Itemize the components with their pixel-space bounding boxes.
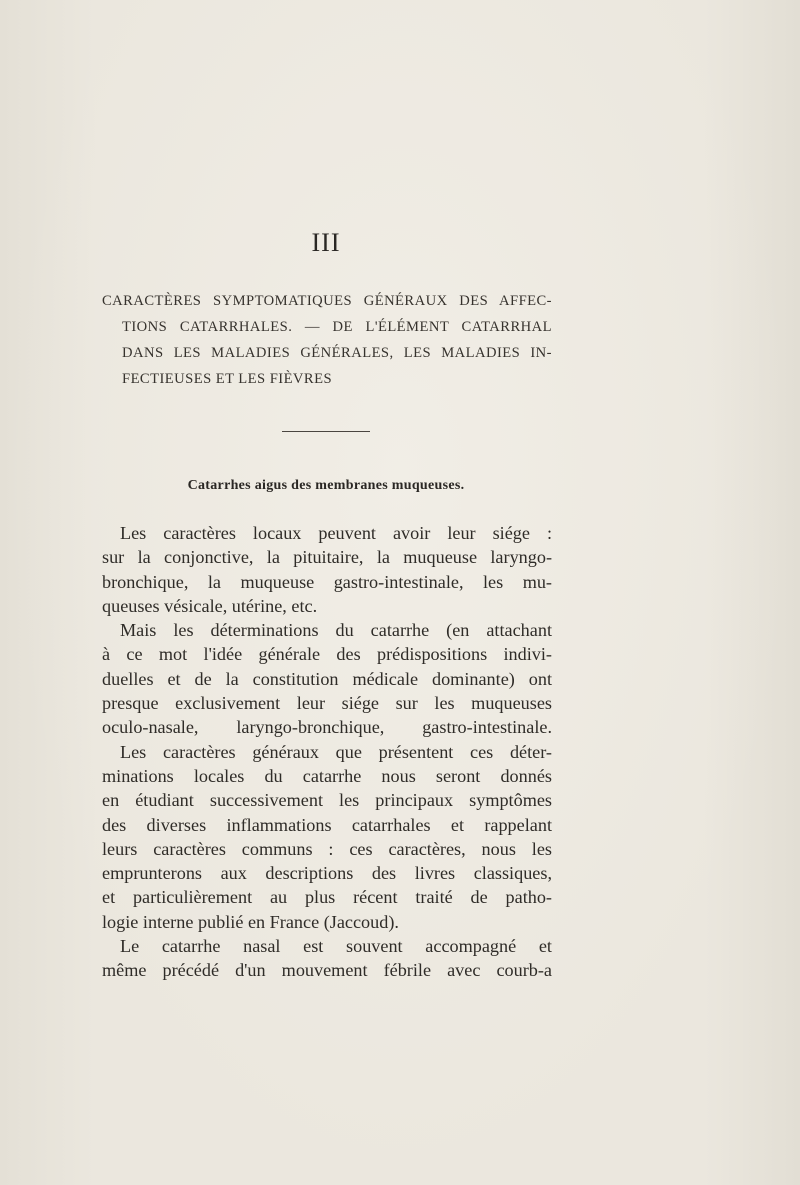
chapter-title-line: FECTIEUSES ET LES FIÈVRES bbox=[122, 371, 333, 387]
title-separator-rule bbox=[282, 431, 370, 432]
chapter-number: III bbox=[311, 228, 341, 257]
text-line: sur la conjonctive, la pituitaire, la muqueuse laryngo- bbox=[102, 547, 552, 568]
text-line: bronchique, la muqueuse gastro-intestinale, les mu- bbox=[102, 571, 552, 592]
text-line: leurs caractères communs : ces caractères, nous les bbox=[102, 838, 552, 859]
text-line: même précédé d'un mouvement fébrile avec courb-a bbox=[102, 960, 552, 981]
text-line: Les caractères généraux que présentent ces déter- bbox=[120, 741, 552, 762]
text-line: duelles et de la constitution médicale dominante) ont bbox=[102, 668, 552, 689]
chapter-title-line: TIONS CATARRHALES. — DE L'ÉLÉMENT CATARRHAL bbox=[122, 319, 552, 335]
text-line: presque exclusivement leur siége sur les muqueuses bbox=[102, 693, 552, 714]
text-line: à ce mot l'idée générale des prédispositions indivi- bbox=[102, 644, 552, 665]
body-text bbox=[102, 521, 552, 983]
text-line: des diverses inflammations catarrhales et rappelant bbox=[102, 814, 552, 835]
chapter-title bbox=[102, 288, 552, 392]
text-line: Le catarrhe nasal est souvent accompagné et bbox=[120, 936, 552, 957]
chapter-title-line: CARACTÈRES SYMPTOMATIQUES GÉNÉRAUX DES AFFEC- bbox=[102, 293, 552, 309]
section-heading: Catarrhes aigus des membranes muqueuses. bbox=[187, 478, 465, 493]
text-line: emprunterons aux descriptions des livres classiques, bbox=[102, 863, 552, 884]
text-line: queuses vésicale, utérine, etc. bbox=[102, 595, 318, 616]
text-line: minations locales du catarrhe nous seront donnés bbox=[102, 765, 552, 786]
text-line: en étudiant successivement les principaux symptômes bbox=[102, 790, 552, 811]
chapter-title-line: DANS LES MALADIES GÉNÉRALES, LES MALADIES IN- bbox=[122, 345, 552, 361]
text-line: Les caractères locaux peuvent avoir leur siége : bbox=[120, 523, 552, 543]
text-line: oculo-nasale, laryngo-bronchique, gastro-intestinale. bbox=[102, 717, 552, 738]
text-line: Mais les déterminations du catarrhe (en attachant bbox=[120, 620, 552, 641]
text-line: logie interne publié en France (Jaccoud). bbox=[102, 911, 399, 932]
text-line: et particulièrement au plus récent traité de patho- bbox=[102, 887, 552, 908]
